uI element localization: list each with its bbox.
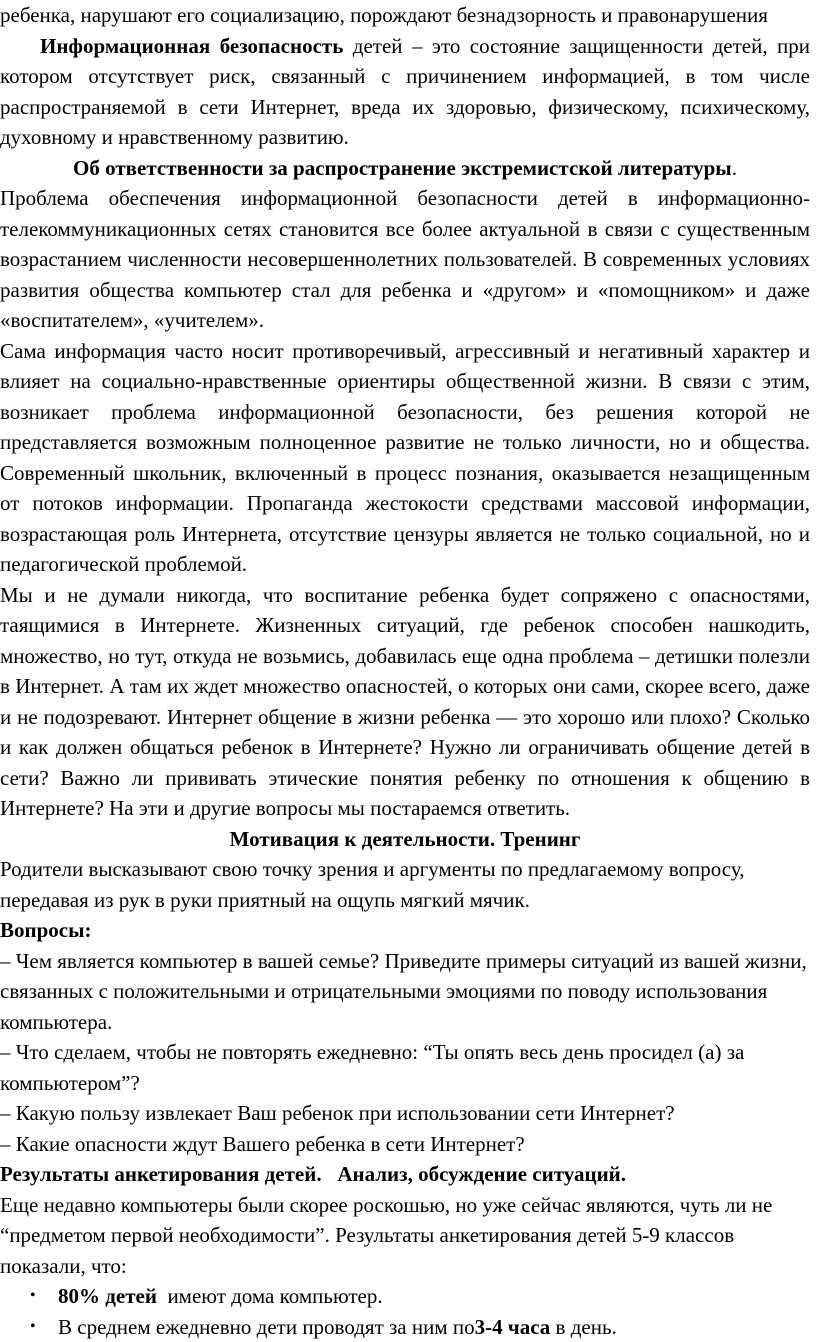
paragraph-problem: Проблема обеспечения информационной безопасности детей в информационно-телекоммуникационных сетях становится все более актуальной в связи с существенным возрастанием численности несовершеннолетних пользователей. В современных условиях развития общества компьютер стал для ребенка и «другом» и «помощником» и даже «воспитателем», «учителем». <box>0 183 810 336</box>
question-2: – Что сделаем, чтобы не повторять ежедневно: “Ты опять весь день просидел (а) за компьютером”? <box>0 1037 810 1098</box>
question-3: – Какую пользу извлекает Ваш ребенок при использовании сети Интернет? <box>0 1098 810 1129</box>
heading-extremist-literature-period: . <box>732 156 737 180</box>
bullet-text: имеют дома компьютер. <box>157 1284 383 1308</box>
paragraph-info-security <box>0 31 810 153</box>
bullet-icon: • <box>30 1281 36 1312</box>
bullet-highlight: 80% детей <box>58 1284 157 1308</box>
bullet-icon: • <box>30 1312 36 1342</box>
bullet-highlight: 3-4 часа <box>475 1315 551 1339</box>
survey-results-list <box>0 1281 810 1342</box>
heading-survey-results: Результаты анкетирования детей. Анализ, обсуждение ситуаций. <box>0 1159 810 1190</box>
definition-info-security: детей – это состояние защищенности детей, при котором отсутствует риск, связанный с причинением информацией, в том числе распространяемой в сети Интернет, вреда их здоровью, физическому, психическому, духовному и нравственному развитию. <box>0 34 810 150</box>
term-info-security: Информационная безопасность <box>40 34 343 58</box>
heading-extremist-literature-text: Об ответственности за распространение экстремистской литературы <box>73 156 732 180</box>
question-4: – Какие опасности ждут Вашего ребенка в сети Интернет? <box>0 1129 810 1160</box>
paragraph-information-character: Сама информация часто носит противоречивый, агрессивный и негативный характер и влияет на социально-нравственные ориентиры общественной жизни. В связи с этим, возникает проблема информационной безопасности, без решения которой не представляется возможным полноценное развитие не только личности, но и общества. Современный школьник, включенный в процесс познания, оказывается незащищенным от потоков информации. Пропаганда жестокости средствами массовой информации, возрастающая роль Интернета, отсутствие цензуры является не только социальной, но и педагогической проблемой. <box>0 336 810 580</box>
bullet-text: в день. <box>550 1315 617 1339</box>
paragraph-parents-discussion: Родители высказывают свою точку зрения и аргументы по предлагаемому вопросу, передавая из рук в руки приятный на ощупь мягкий мячик. <box>0 854 810 915</box>
question-1: – Чем является компьютер в вашей семье? Приведите примеры ситуаций из вашей жизни, связанных с положительными и отрицательными эмоциями по поводу использования компьютера. <box>0 946 810 1038</box>
heading-extremist-literature <box>0 153 810 184</box>
list-item <box>36 1312 810 1342</box>
paragraph-intro: ребенка, нарушают его социализацию, порождают безнадзорность и правонарушения <box>0 0 810 31</box>
questions-label: Вопросы: <box>0 915 810 946</box>
list-item <box>36 1281 810 1312</box>
bullet-text-pre: В среднем ежедневно дети проводят за ним по <box>58 1315 475 1339</box>
paragraph-survey-intro: Еще недавно компьютеры были скорее роскошью, но уже сейчас являются, чуть ли не “предметом первой необходимости”. Результаты анкетирования детей 5-9 классов показали, что: <box>0 1190 810 1282</box>
heading-motivation-training: Мотивация к деятельности. Тренинг <box>0 824 810 855</box>
paragraph-internet-dangers: Мы и не думали никогда, что воспитание ребенка будет сопряжено с опасностями, таящимися в Интернете. Жизненных ситуаций, где ребенок способен нашкодить, множество, но тут, откуда не возьмись, добавилась еще одна проблема – детишки полезли в Интернет. А там их ждет множество опасностей, о которых они сами, скорее всего, даже и не подозревают. Интернет общение в жизни ребенка — это хорошо или плохо? Сколько и как должен общаться ребенок в Интернете? Нужно ли ограничивать общение детей в сети? Важно ли прививать этические понятия ребенку по отношения к общению в Интернете? На эти и другие вопросы мы постараемся ответить. <box>0 580 810 824</box>
